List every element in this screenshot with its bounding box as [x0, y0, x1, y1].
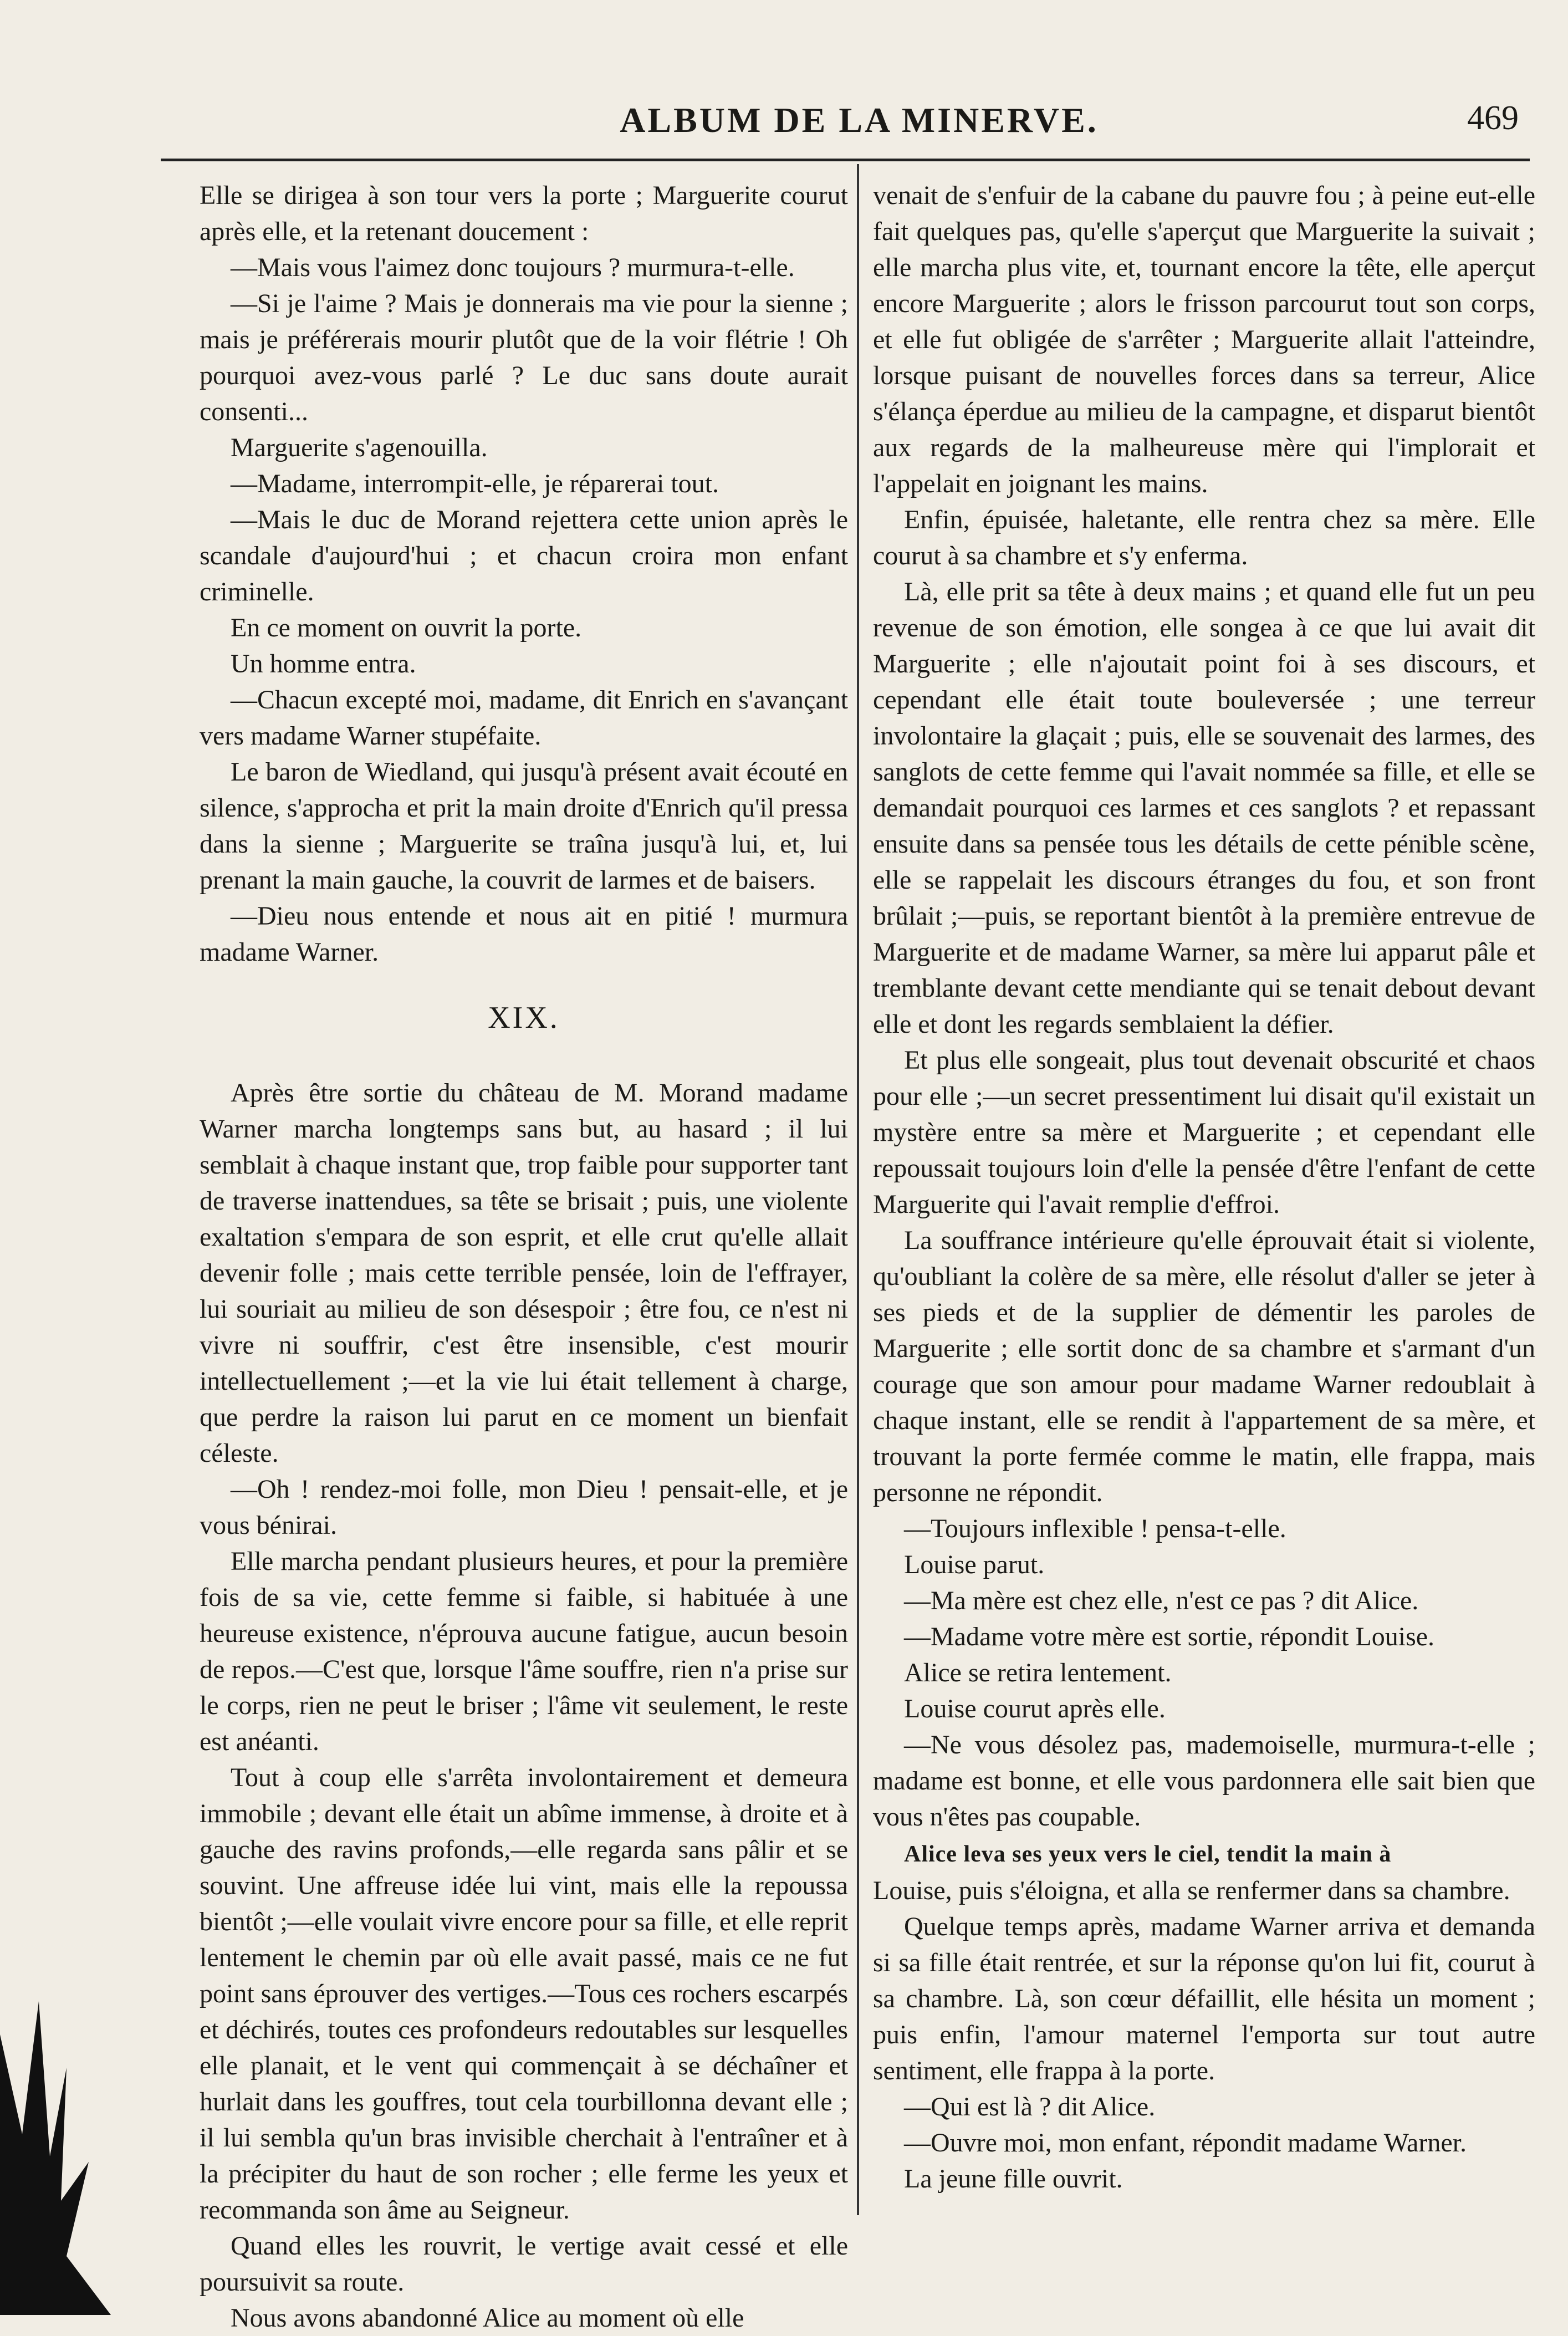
paragraph: La souffrance intérieure qu'elle éprouvait était si violente, qu'oubliant la colère de sa mère, elle résolut d'aller se jeter à ses pieds et de la supplier de démentir les paroles de Marguerite ; elle sortit donc de sa chambre et s'armant d'un courage que son amour pour madame Warner redoublait à chaque instant, elle se rendit à l'appartement de sa mère, et trouvant la porte fermée comme le matin, elle frappa, mais personne ne répondit. [873, 1226, 1535, 1507]
paragraph: La jeune fille ouvrit. [904, 2164, 1123, 2194]
header-rule [161, 159, 1530, 161]
paragraph: Elle se dirigea à son tour vers la porte ; Marguerite courut après elle, et la retenant doucement : [200, 181, 848, 246]
paragraph: Marguerite s'agenouilla. [231, 433, 488, 462]
publication-title: ALBUM DE LA MINERVE. [620, 100, 1099, 140]
paragraph: Alice se retira lentement. [904, 1658, 1172, 1687]
paragraph: Après être sortie du château de M. Morand madame Warner marcha longtemps sans but, au hasard ; il lui semblait à chaque instant que, trop faible pour supporter tant de traverse inattendues, sa tête se brisait ; puis, une violente exaltation s'empara de son esprit, et elle crut qu'elle allait devenir folle ; mais cette terrible pensée, loin de l'effrayer, lui souriait au milieu de son désespoir ; être fou, ce n'est ni vivre ni souffrir, c'est être insensible, c'est mourir intellectuellement ;—et la vie lui était tellement à charge, que perdre la raison lui parut en ce moment un bienfait céleste. [200, 1078, 848, 1468]
paragraph: —Si je l'aime ? Mais je donnerais ma vie pour la sienne ; mais je préférerais mourir plutôt que de la voir flétrie ! Oh pourquoi avez-vous parlé ? Le duc sans doute aurait consenti... [200, 289, 848, 426]
paragraph-continuation: Louise, puis s'éloigna, et alla se renfermer dans sa chambre. [873, 1876, 1510, 1905]
bold-line: Alice leva ses yeux vers le ciel, tendit la main à [904, 1842, 1392, 1867]
paragraph: —Chacun excepté moi, madame, dit Enrich en s'avançant vers madame Warner stupéfaite. [200, 685, 848, 751]
paragraph: —Qui est là ? dit Alice. [904, 2092, 1156, 2121]
paragraph: Là, elle prit sa tête à deux mains ; et quand elle fut un peu revenue de son émotion, elle songea à ce que lui avait dit Marguerite ; elle n'ajoutait point foi à ses discours, et cependant elle était toute bouleversée ; une terreur involontaire la glaçait ; puis, elle se souvenait des larmes, des sanglots de cette femme qui l'avait nommée sa fille, et elle se demandait pourquoi ces larmes et ces sanglots ? et repassant ensuite dans sa pensée tous les détails de cette pénible scène, elle se rappelait les discours étranges du fou, et son front brûlait ;—puis, se reportant bientôt à la première entrevue de Marguerite et de madame Warner, sa mère lui apparut pâle et tremblante devant cette mendiante qui se tenait debout devant elle et dont les regards semblaient la défier. [873, 577, 1535, 1039]
paragraph: —Mais le duc de Morand rejettera cette union après le scandale d'aujourd'hui ; et chacun croira mon enfant criminelle. [200, 505, 848, 606]
paragraph: —Ma mère est chez elle, n'est ce pas ? dit Alice. [904, 1586, 1419, 1615]
paragraph: Quand elles les rouvrit, le vertige avait cessé et elle poursuivit sa route. [200, 2231, 848, 2297]
paragraph: —Ouvre moi, mon enfant, répondit madame Warner. [904, 2128, 1467, 2158]
paragraph: —Madame, interrompit-elle, je réparerai tout. [231, 469, 719, 498]
paragraph: Tout à coup elle s'arrêta involontairement et demeura immobile ; devant elle était un abîme immense, à droite et à gauche des ravins profonds,—elle regarda sans pâlir et se souvint. Une affreuse idée lui vint, mais elle la repoussa bientôt ;—elle voulait vivre encore pour sa fille, et elle reprit lentement le chemin par où elle avait passé, mais ce ne fut point sans éprouver des vertiges.—Tous ces rochers escarpés et déchirés, toutes ces profondeurs redoutables sur lesquelles elle planait, et le vent qui commençait à se déchaîner et hurlait dans les gouffres, tout cela tourbillonna devant elle ; il lui sembla qu'un bras invisible cherchait à l'entraîner et à la précipiter du haut de son rocher ; elle ferme les yeux et recommanda son âme au Seigneur. [200, 1763, 848, 2225]
paragraph: —Toujours inflexible ! pensa-t-elle. [904, 1514, 1286, 1543]
paragraph: Louise courut après elle. [904, 1694, 1166, 1723]
left-column [200, 177, 848, 2333]
paragraph: Le baron de Wiedland, qui jusqu'à présent avait écouté en silence, s'approcha et prit la main droite d'Enrich qu'il pressa dans la sienne ; Marguerite se traîna jusqu'à lui, et, lui prenant la main gauche, la couvrit de larmes et de baisers. [200, 757, 848, 895]
scan-edge-artifact [0, 1968, 111, 2315]
paragraph: Quelque temps après, madame Warner arriva et demanda si sa fille était rentrée, et sur la réponse qu'on lui fit, courut à sa chambre. Là, son cœur défaillit, elle hésita un moment ; puis enfin, l'amour maternel l'emporta sur tout autre sentiment, elle frappa à la porte. [873, 1912, 1535, 2085]
paragraph: Louise parut. [904, 1550, 1045, 1579]
paragraph: Un homme entra. [231, 649, 416, 679]
paragraph: Et plus elle songeait, plus tout devenait obscurité et chaos pour elle ;—un secret pressentiment lui disait qu'il existait un mystère entre sa mère et Marguerite ; et cependant elle repoussait toujours loin d'elle la pensée d'être l'enfant de cette Marguerite qui l'avait remplie d'effroi. [873, 1045, 1535, 1219]
paragraph: Elle marcha pendant plusieurs heures, et pour la première fois de sa vie, cette femme si faible, si habituée à une heureuse existence, n'éprouva aucune fatigue, aucun besoin de repos.—C'est que, lorsque l'âme souffre, rien n'a prise sur le corps, rien ne peut le briser ; l'âme vit seulement, le reste est anéanti. [200, 1547, 848, 1756]
paragraph: —Ne vous désolez pas, mademoiselle, murmura-t-elle ; madame est bonne, et elle vous pardonnera elle sait bien que vous n'êtes pas coupable. [873, 1730, 1535, 1832]
paragraph: —Mais vous l'aimez donc toujours ? murmura-t-elle. [231, 253, 795, 282]
paragraph: Nous avons abandonné Alice au moment où elle [231, 2303, 744, 2333]
page-number: 469 [1467, 99, 1519, 137]
paragraph: En ce moment on ouvrit la porte. [231, 613, 582, 642]
paragraph: Enfin, épuisée, haletante, elle rentra chez sa mère. Elle courut à sa chambre et s'y enferma. [873, 505, 1535, 570]
section-heading: XIX. [488, 1001, 560, 1035]
paragraph-bold-line [873, 1835, 1535, 1873]
paragraph: —Dieu nous entende et nous ait en pitié ! murmura madame Warner. [200, 901, 848, 967]
paragraph: —Madame votre mère est sortie, répondit Louise. [904, 1622, 1435, 1651]
column-divider [857, 164, 859, 2215]
right-column [873, 177, 1535, 2284]
paragraph-continuation: venait de s'enfuir de la cabane du pauvre fou ; à peine eut-elle fait quelques pas, qu'elle s'aperçut que Marguerite la suivait ; elle marcha plus vite, et, tournant encore la tête, elle aperçut encore Marguerite ; alors le frisson parcourut tout son corps, et elle fut obligée de s'arrêter ; Marguerite allait l'atteindre, lorsque puisant de nouvelles forces dans sa terreur, Alice s'élança éperdue au milieu de la campagne, et disparut bientôt aux regards de la malheureuse mère qui l'implorait et l'appelait en joignant les mains. [873, 181, 1535, 498]
paragraph: —Oh ! rendez-moi folle, mon Dieu ! pensait-elle, et je vous bénirai. [200, 1475, 848, 1540]
page-header [200, 83, 1519, 150]
